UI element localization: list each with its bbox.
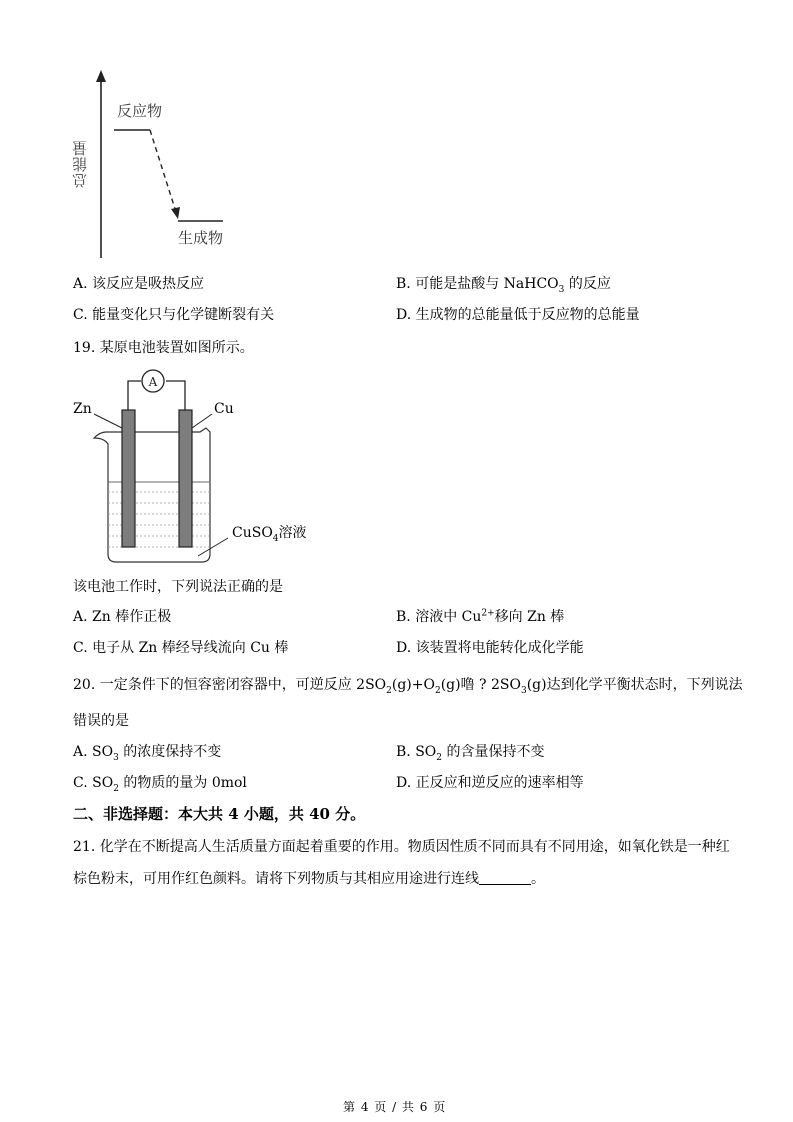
q20-stem-d: 2SO	[491, 677, 521, 693]
transition-arrowhead	[171, 207, 180, 219]
transition-dashed-arrow	[150, 130, 176, 212]
q19-prompt: 该电池工作时，下列说法正确的是	[73, 579, 283, 595]
zn-label: Zn	[73, 401, 92, 417]
external-wire-right	[166, 381, 185, 410]
q20-stem-e: (g)达到化学平衡状态时，下列说法	[526, 677, 743, 693]
q21-answer-blank[interactable]	[479, 872, 531, 885]
ammeter-label: A	[148, 375, 158, 389]
y-axis-label: 总能量	[71, 140, 89, 188]
q18-option-b-text: B. 可能是盐酸与 NaHCO	[396, 276, 559, 292]
products-label: 生成物	[178, 229, 224, 247]
cu-electrode	[179, 410, 192, 547]
q20-option-c[interactable]	[73, 775, 247, 794]
q19-option-d[interactable]: D. 该装置将电能转化成化学能	[396, 640, 584, 656]
q18-option-b-sub: 3	[558, 284, 565, 295]
q18-option-a[interactable]: A. 该反应是吸热反应	[73, 276, 205, 292]
solution-label-sub: 4	[272, 533, 279, 544]
solution-label-text: CuSO	[232, 525, 273, 541]
page-footer: 第 4 页 / 共 6 页	[343, 1100, 447, 1114]
y-axis-arrowhead	[96, 70, 106, 82]
q20-stem-sub2: 2	[434, 685, 441, 696]
q19-option-a[interactable]: A. Zn 棒作正极	[73, 609, 172, 625]
reactants-label: 反应物	[117, 102, 163, 120]
cu-label: Cu	[214, 401, 234, 417]
q20-option-c-sub: 2	[113, 783, 119, 794]
external-wire	[128, 381, 141, 410]
q20-stem-line2: 错误的是	[73, 713, 129, 729]
section2-heading: 二、非选择题：本大共 4 小题，共 40 分。	[73, 805, 366, 823]
q19-option-b-text: B. 溶液中 Cu	[396, 609, 482, 625]
q20-option-a[interactable]	[73, 744, 222, 763]
q21-line1: 21. 化学在不断提高人生活质量方面起着重要的作用。物质因性质不同而具有不同用途，如氧化铁是一种红	[73, 839, 730, 855]
q20-stem-b: (g)+O	[391, 677, 435, 693]
q19-option-b[interactable]	[396, 610, 564, 624]
q20-option-d[interactable]: D. 正反应和逆反应的速率相等	[396, 775, 584, 791]
zn-leader-line	[94, 414, 122, 428]
q18-option-b-text-post: 的反应	[564, 276, 611, 292]
q20-option-a-text: A. SO	[73, 744, 114, 760]
q20-stem-a: 20. 一定条件下的恒容密闭容器中，可逆反应 2SO	[73, 677, 387, 693]
q18-option-c[interactable]: C. 能量变化只与化学键断裂有关	[73, 307, 275, 323]
q20-option-a-text-post: 的浓度保持不变	[118, 744, 222, 760]
q20-option-b-sub: 2	[436, 752, 442, 763]
cu-leader-line	[192, 414, 212, 428]
solution-leader-line	[198, 538, 228, 556]
q21-line2-end: 。	[531, 871, 545, 887]
solution-label-text-post: 溶液	[278, 525, 307, 541]
q20-option-a-sub: 3	[113, 752, 119, 763]
q20-option-b-text-post: 的含量保持不变	[442, 744, 545, 760]
q20-stem-sub3: 3	[520, 685, 527, 696]
q21-line2-text: 棕色粉末，可用作红色颜料。请将下列物质与其相应用途进行连线	[73, 871, 479, 887]
q19-stem: 19. 某原电池装置如图所示。	[73, 340, 254, 356]
beaker	[94, 428, 210, 562]
q20-stem-c: (g)噜 ?	[440, 677, 491, 693]
q18-option-d[interactable]: D. 生成物的总能量低于反应物的总能量	[396, 307, 640, 323]
q20-option-b[interactable]	[396, 744, 545, 763]
q21-line2	[73, 872, 545, 886]
q20-option-c-text: C. SO	[73, 775, 114, 791]
q19-option-b-sup: 2+	[481, 608, 495, 619]
zn-electrode	[122, 410, 135, 547]
q20-option-c-text-post: 的物质的量为 0mol	[118, 775, 247, 791]
q20-option-b-text: B. SO	[396, 744, 437, 760]
q18-option-b[interactable]	[396, 276, 611, 295]
solution-label	[232, 525, 307, 544]
q19-option-c[interactable]: C. 电子从 Zn 棒经导线流向 Cu 棒	[73, 640, 289, 656]
q20-stem-line1	[73, 677, 743, 696]
q20-stem-sub1: 2	[386, 685, 392, 696]
q19-option-b-text-post: 移向 Zn 棒	[494, 609, 565, 625]
